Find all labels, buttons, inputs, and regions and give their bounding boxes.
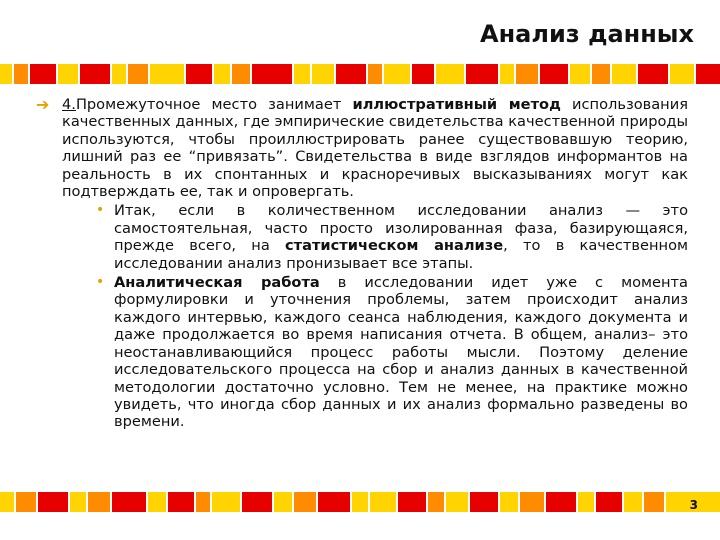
- slide-title: Анализ данных: [480, 20, 694, 48]
- bullet-dot-icon: •: [96, 202, 105, 219]
- bottom-decorative-stripe: [0, 492, 720, 512]
- bullet-list: [88, 202, 688, 430]
- bullet-bold-term: статистическом анализе: [285, 237, 504, 255]
- bullet-text-c: , то в качественном исследовании анализ пронизывает все этапы.: [114, 237, 689, 272]
- paragraph-text-a: Промежуточное место занимает: [75, 96, 353, 113]
- bullet-bold-term: Аналитическая работа: [114, 274, 320, 292]
- bullet-text-a: Итак, если в количественном исследовании анализ — это самостоятельная, часто просто изолированная фаза, базирующаяся, прежде всего, на: [114, 202, 688, 255]
- arrow-right-icon: ➔: [36, 95, 50, 114]
- bullet-item: [88, 202, 688, 272]
- top-decorative-stripe: [0, 64, 720, 84]
- paragraph-4: [62, 96, 688, 200]
- bullet-item: [88, 274, 688, 431]
- page-number: 3: [689, 498, 698, 512]
- bullet-dot-icon: •: [96, 274, 105, 291]
- main-content: [36, 96, 688, 433]
- paragraph-text-b: использования качественных данных, где эмпирические свидетельства качественной природы используются, чтобы проиллюстрировать ранее существовавшую теорию, лишний раз ее “привязать”. Свидетельства в виде взглядов информантов на реальность в их спонтанных и красноречивых высказываниях могут как подтверждать ее, так и опровергать.: [62, 96, 688, 201]
- paragraph-bold-term: иллюстративный метод: [352, 96, 561, 113]
- bullet-text-c: в исследовании идет уже с момента формулировки и уточнения проблемы, затем происходит анализ каждого интервью, каждого сеанса наблюдения, каждого документа и даже продолжается во время написания отчета. В общем, анализ– это неостанавливающийся процесс работы мысли. Поэтому деление исследовательского процесса на сбор и анализ данных в качественной методологии достаточно условно. Тем не менее, на практике можно увидеть, что иногда сбор данных и их анализ формально разведены во времени.: [114, 274, 688, 431]
- paragraph-number: 4.: [62, 96, 76, 113]
